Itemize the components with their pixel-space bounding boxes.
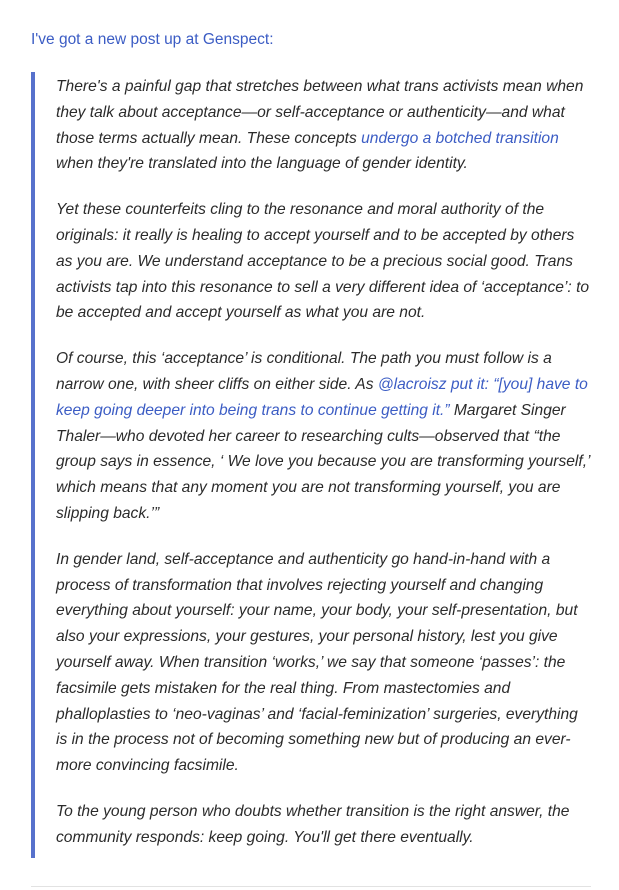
divider — [31, 886, 591, 887]
quote-p3-text-before: Of course, this ‘acceptance’ is conditional. The path you must follow is a narrow one, with sheer cliffs on either side. As — [56, 350, 552, 393]
botched-transition-link[interactable]: undergo a botched transition — [361, 129, 559, 147]
quote-p1-text-before: There's a painful gap that stretches between what trans activists mean when they talk about acceptance—or self-acceptance or authenticity—and what those terms actually mean. These concepts — [56, 78, 584, 147]
quote-p1-text-after: when they're translated into the language of gender identity. — [56, 155, 468, 173]
intro-line — [31, 28, 591, 52]
quote-paragraph-3 — [56, 346, 593, 527]
lacroisz-quote-link[interactable]: @lacroisz put it: “[you] have to keep going deeper into being trans to continue getting it.” — [56, 375, 588, 419]
intro-link[interactable]: I've got a new post up at Genspect: — [31, 31, 274, 48]
quote-paragraph-2: Yet these counterfeits cling to the resonance and moral authority of the originals: it really is healing to accept yourself and to be accepted by others as you are. We understand acceptance to be a precious social good. Trans activists tap into this resonance to sell a very different idea of ‘acceptance’: to be accepted and accept yourself as what you are not. — [56, 201, 590, 322]
quote-paragraph-4: In gender land, self-acceptance and authenticity go hand-in-hand with a process of transformation that involves rejecting yourself and changing everything about yourself: your name, your body, your self-presentation, but also your expressions, your gestures, your personal history, lest you give yourself away. When transition ‘works,’ we say that someone ‘passes’: the facsimile gets mistaken for the real thing. From mastectomies and phalloplasties to ‘neo-vaginas’ and ‘facial-feminization’ surgeries, everything is in the process not of becoming something new but of producing an ever-more convincing facsimile. — [56, 550, 578, 775]
quote-paragraph-1 — [56, 74, 593, 177]
quote-p3-text-after: Margaret Singer Thaler—who devoted her career to researching cults—observed that “the group says in essence, ‘ We love you because you are transforming yourself,’ which means that any moment you are not transforming yourself, you are slipping back.’” — [56, 401, 590, 522]
blockquote — [31, 72, 593, 858]
quote-paragraph-5: To the young person who doubts whether transition is the right answer, the community responds: keep going. You'll get there eventually. — [56, 802, 570, 846]
